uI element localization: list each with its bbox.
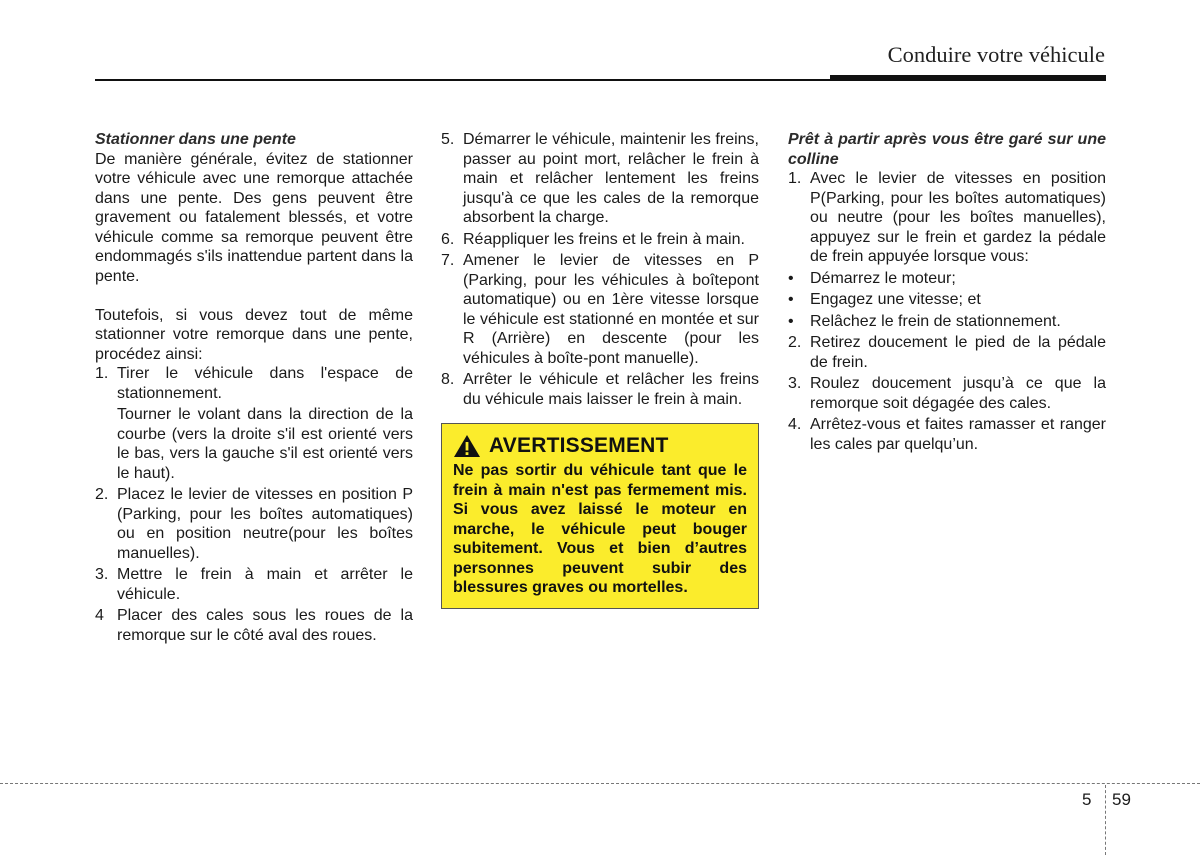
step-number: 8. [441,371,455,388]
list-item [441,370,759,409]
list-item [788,169,1106,267]
step-text: Arrêtez-vous et faites ramasser et ranger les cales par quelqu’un. [810,416,1106,453]
step-number: 1. [788,170,802,187]
step-list [95,364,413,645]
bullet-text: Engagez une vitesse; et [810,291,981,308]
warning-text: Ne pas sortir du véhicule tant que le frein à main n'est pas fermement mis. Si vous avez laissé le moteur en marche, le véhicule peut bouger subitement. Vous et bien d’autres personnes peuvent subir des blessures graves ou mortelles. [453,462,747,596]
header-rule-thick [830,75,1106,81]
step-text: Arrêter le véhicule et relâcher les freins du véhicule mais laisser le frein à main. [463,371,759,408]
column-left [95,130,413,647]
list-item [95,565,413,604]
bullet-item [788,312,1106,332]
warning-header [453,434,747,458]
list-item [95,606,413,645]
list-item [441,230,759,250]
step-text: Roulez doucement jusqu’à ce que la remorque soit dégagée des cales. [810,375,1106,412]
warning-triangle-icon [453,434,481,458]
bullet-mark: • [788,291,794,308]
warning-title: AVERTISSEMENT [489,434,669,458]
bullet-mark: • [788,269,794,287]
step-text: Réappliquer les freins et le frein à main. [463,230,745,248]
warning-box [441,423,759,609]
bullet-mark: • [788,312,794,330]
column-middle [441,130,759,609]
step-number: 1. [95,365,109,382]
step-number: 3. [788,375,802,392]
list-item [788,374,1106,413]
step-number: 3. [95,566,109,583]
column-right [788,130,1106,456]
step-text: Avec le levier de vitesses en position P(Parking, pour les boîtes automatiques) ou neutre (pour les boîtes manuelles), appuyez sur le frein et gardez la pédale de frein appuyée lorsque vous: [810,170,1106,265]
step-list [788,169,1106,267]
list-item [441,130,759,228]
paragraph: De manière générale, évitez de stationner votre véhicule avec une remorque attachée dans une pente. Des gens peuvent être gravement ou fatalement blessés, et votre véhicule comme sa remorque peuvent être endommagés s'ils inattendue partent dans la pente. [95,150,413,285]
step-text: Amener le levier de vitesses en P (Parking, pour les véhicules à boîtepont automatique) ou en 1ère vitesse lorsque le véhicule est stationné en montée et sur R (Arrière) en descente (pour les véhicules à boîte-pont manuelle). [463,252,759,367]
step-list [441,130,759,409]
step-text: Placez le levier de vitesses en position P (Parking, pour les boîtes automatiques) ou en position neutre(pour les boîtes manuelles). [117,486,413,562]
paragraph: Toutefois, si vous devez tout de même stationner votre remorque dans une pente, procédez ainsi: [95,306,413,363]
chapter-number: 5 [1082,790,1092,809]
bullet-text: Relâchez le frein de stationnement. [810,312,1061,330]
step-number: 7. [441,252,455,269]
step-text: Démarrer le véhicule, maintenir les freins, passer au point mort, relâcher le frein à main et relâcher lentement les freins jusqu'à ce que les cales de la remorque absorbent la charge. [463,131,759,226]
step-subtext: Tourner le volant dans la direction de la courbe (vers la droite s'il est orienté vers le bas, vers la gauche s'il est orienté vers le haut). [117,406,413,482]
page-number-divider [1105,785,1106,855]
step-text: Mettre le frein à main et arrêter le véhicule. [117,566,413,603]
bullet-list [788,269,1106,332]
bullet-item [788,269,1106,289]
page-title: Conduire votre véhicule [887,42,1105,67]
step-number: 5. [441,131,455,148]
section-heading: Stationner dans une pente [95,131,296,148]
step-number: 6. [441,230,455,248]
header-rule-thin [95,79,830,81]
step-text: Placer des cales sous les roues de la remorque sur le côté aval des roues. [117,607,413,644]
bullet-text: Démarrez le moteur; [810,269,956,287]
list-item [441,251,759,368]
step-number: 4 [95,607,104,624]
step-number: 2. [95,486,109,503]
step-text: Tirer le véhicule dans l'espace de stationnement. [117,365,413,402]
list-item [788,415,1106,454]
step-number: 2. [788,334,802,351]
step-list [788,333,1106,454]
list-item [788,333,1106,372]
step-text: Retirez doucement le pied de la pédale de frein. [810,334,1106,371]
step-number: 4. [788,416,802,433]
footer-divider [0,783,1200,784]
page-number: 59 [1112,790,1131,809]
list-item [95,364,413,483]
list-item [95,485,413,563]
bullet-item [788,290,1106,310]
section-heading: Prêt à partir après vous être garé sur une colline [788,131,1106,168]
